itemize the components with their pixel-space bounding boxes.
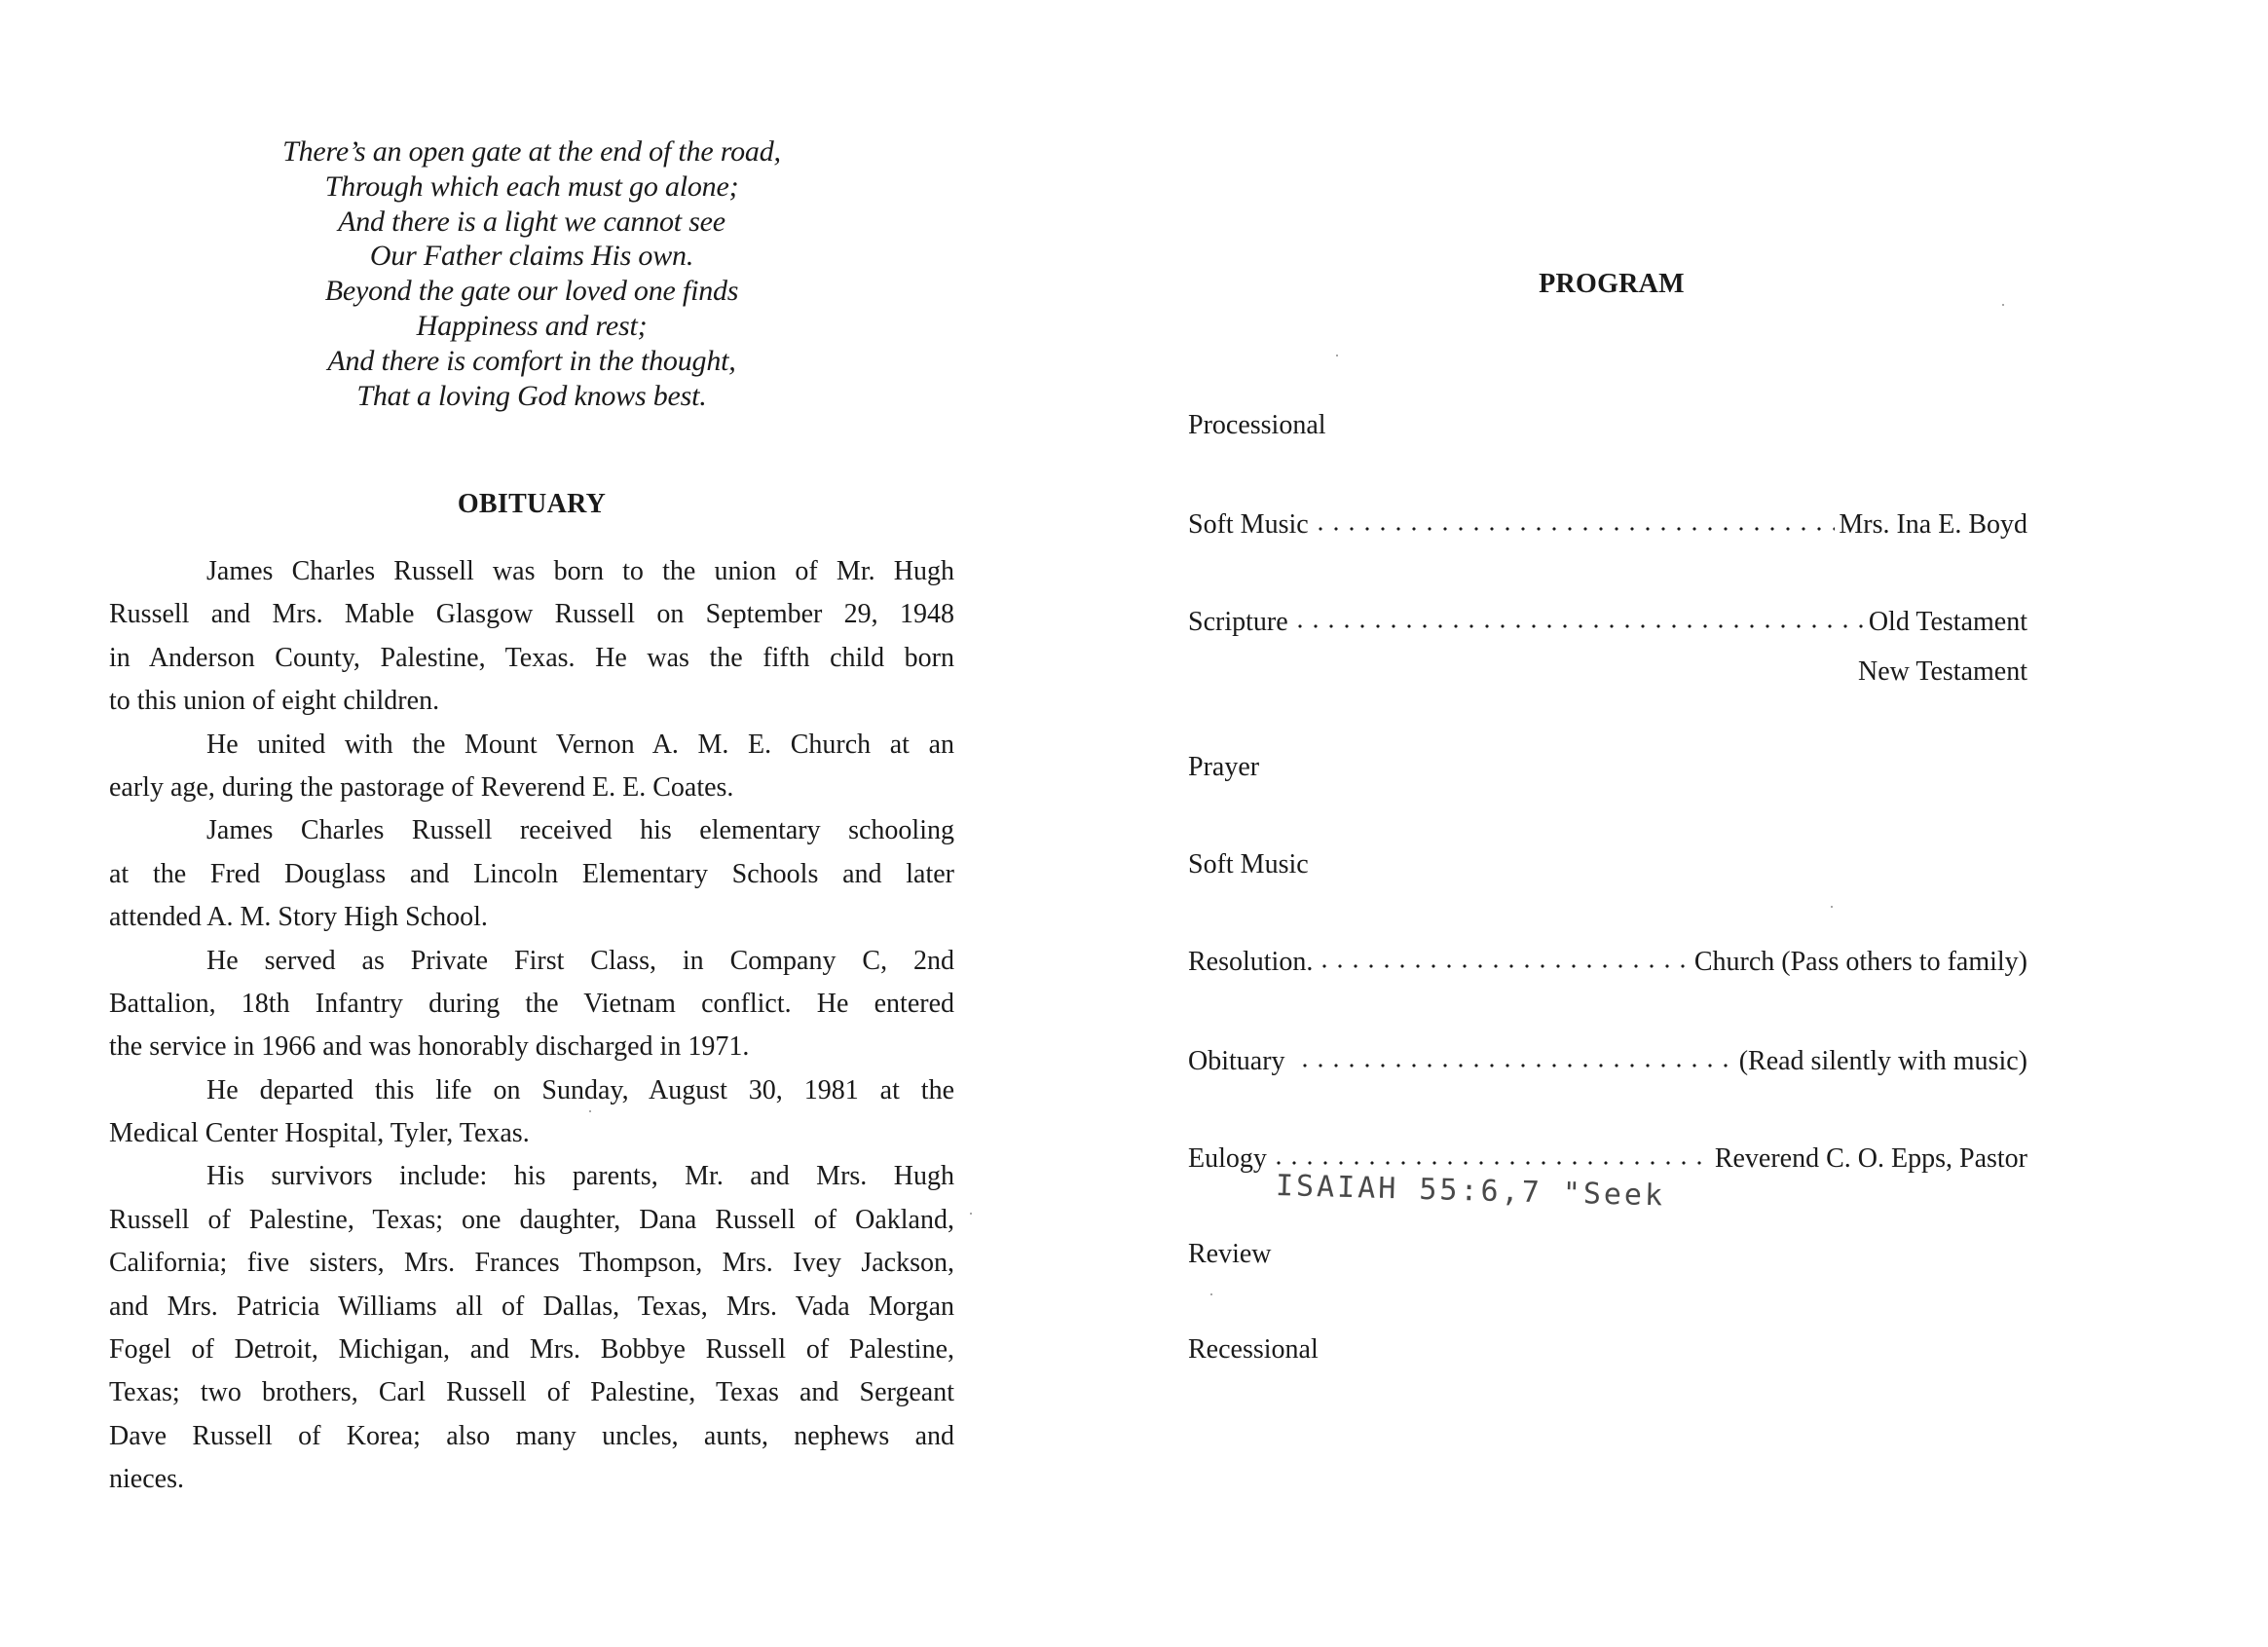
program-item-label: Eulogy (1188, 1143, 1267, 1174)
obituary-line: in Anderson County, Palestine, Texas. He was the fifth child born (109, 642, 954, 673)
poem-line: Our Father claims His own. (369, 240, 694, 273)
obituary-line: Russell and Mrs. Mable Glasgow Russell on September 29, 1948 (109, 599, 954, 630)
program-item-resolution (1188, 945, 2027, 980)
program-item-soft-music (1188, 507, 2027, 543)
obituary-text (109, 550, 954, 1502)
program-item-label: Obituary (1188, 1046, 1285, 1076)
program-item-prayer (1188, 750, 2027, 785)
program-item-value: Mrs. Ina E. Boyd (1839, 509, 2027, 540)
scan-speck (1336, 355, 1338, 356)
obituary-line: Medical Center Hospital, Tyler, Texas. (109, 1118, 530, 1149)
program-item-obituary (1188, 1044, 2027, 1079)
program-item-processional (1188, 408, 2027, 443)
obituary-line: James Charles Russell was born to the union of Mr. Hugh (206, 556, 954, 586)
obituary-line: Fogel of Detroit, Michigan, and Mrs. Bobbye Russell of Palestine, (109, 1334, 954, 1366)
obituary-line: nieces. (109, 1464, 184, 1495)
obituary-line: California; five sisters, Mrs. Frances Thompson, Mrs. Ivey Jackson, (109, 1248, 954, 1279)
dot-leader (1297, 1063, 1735, 1068)
obituary-line: to this union of eight children. (109, 686, 440, 717)
obituary-line: He departed this life on Sunday, August 30, 1981 at the (206, 1074, 954, 1105)
program-heading: PROGRAM (1539, 269, 1685, 299)
obituary-line: Battalion, 18th Infantry during the Vietnam conflict. He entered (109, 988, 954, 1019)
scan-speck (1210, 1293, 1212, 1295)
program-item-label: Resolution. (1188, 947, 1314, 977)
obituary-line: Texas; two brothers, Carl Russell of Palestine, Texas and Sergeant (109, 1377, 954, 1408)
dot-leader (1271, 1160, 1711, 1166)
program-item-value: Old Testament (1868, 607, 2027, 637)
program-item-label: Recessional (1188, 1334, 1319, 1365)
program-item-value: Reverend C. O. Epps, Pastor (1714, 1143, 2027, 1174)
poem (109, 134, 954, 413)
program-item-value: Church (Pass others to family) (1693, 947, 2027, 977)
program-item-soft-music-2 (1188, 847, 2027, 882)
obituary-line: James Charles Russell received his elementary schooling (206, 815, 954, 846)
poem-line: That a loving God knows best. (356, 379, 707, 412)
poem-line: Beyond the gate our loved one finds (324, 275, 739, 308)
program-item-label: Processional (1188, 410, 1326, 440)
obituary-line: Russell of Palestine, Texas; one daughter, Dana Russell of Oakland, (109, 1204, 954, 1235)
dot-leader (1313, 526, 1836, 532)
program-item-recessional (1188, 1332, 2027, 1367)
program-item-scripture (1188, 605, 2027, 640)
scan-speck (970, 1213, 972, 1215)
program-item-label: Review (1188, 1239, 1272, 1269)
scan-speck (2002, 304, 2004, 306)
obituary-heading: OBITUARY (457, 489, 607, 519)
dot-leader (1292, 623, 1865, 629)
poem-line: There’s an open gate at the end of the road, (282, 135, 781, 168)
program-item-label: Prayer (1188, 752, 1260, 782)
handwritten-note: ISAIAH 55:6,7 "Seek (1275, 1169, 1666, 1214)
dot-leader (1317, 963, 1690, 969)
obituary-line: and Mrs. Patricia Williams all of Dallas, Texas, Mrs. Vada Morgan (109, 1291, 954, 1322)
obituary-line: His survivors include: his parents, Mr. and Mrs. Hugh (206, 1161, 954, 1192)
scan-speck (1831, 906, 1833, 908)
program-item-review (1188, 1237, 2027, 1272)
scan-speck (589, 1110, 591, 1112)
obituary-line: attended A. M. Story High School. (109, 902, 488, 933)
obituary-line: He united with the Mount Vernon A. M. E. Church at an (206, 729, 954, 760)
program-item-value: (Read silently with music) (1738, 1046, 2027, 1076)
obituary-line: the service in 1966 and was honorably discharged in 1971. (109, 1031, 750, 1063)
obituary-line: at the Fred Douglass and Lincoln Elementary Schools and later (109, 858, 954, 889)
poem-line: Happiness and rest; (416, 309, 648, 342)
poem-line: And there is a light we cannot see (338, 205, 725, 238)
poem-line: Through which each must go alone; (324, 169, 739, 203)
program-item-label: Soft Music (1188, 849, 1309, 880)
poem-line: And there is comfort in the thought, (327, 344, 736, 377)
program-item-label: Scripture (1188, 607, 1288, 637)
program-item-subvalue: New Testament (1857, 656, 2027, 687)
obituary-line: Dave Russell of Korea; also many uncles, aunts, nephews and (109, 1420, 954, 1451)
obituary-line: He served as Private First Class, in Company C, 2nd (206, 945, 954, 976)
obituary-line: early age, during the pastorage of Reverend E. E. Coates. (109, 771, 734, 803)
program-item-label: Soft Music (1188, 509, 1309, 540)
